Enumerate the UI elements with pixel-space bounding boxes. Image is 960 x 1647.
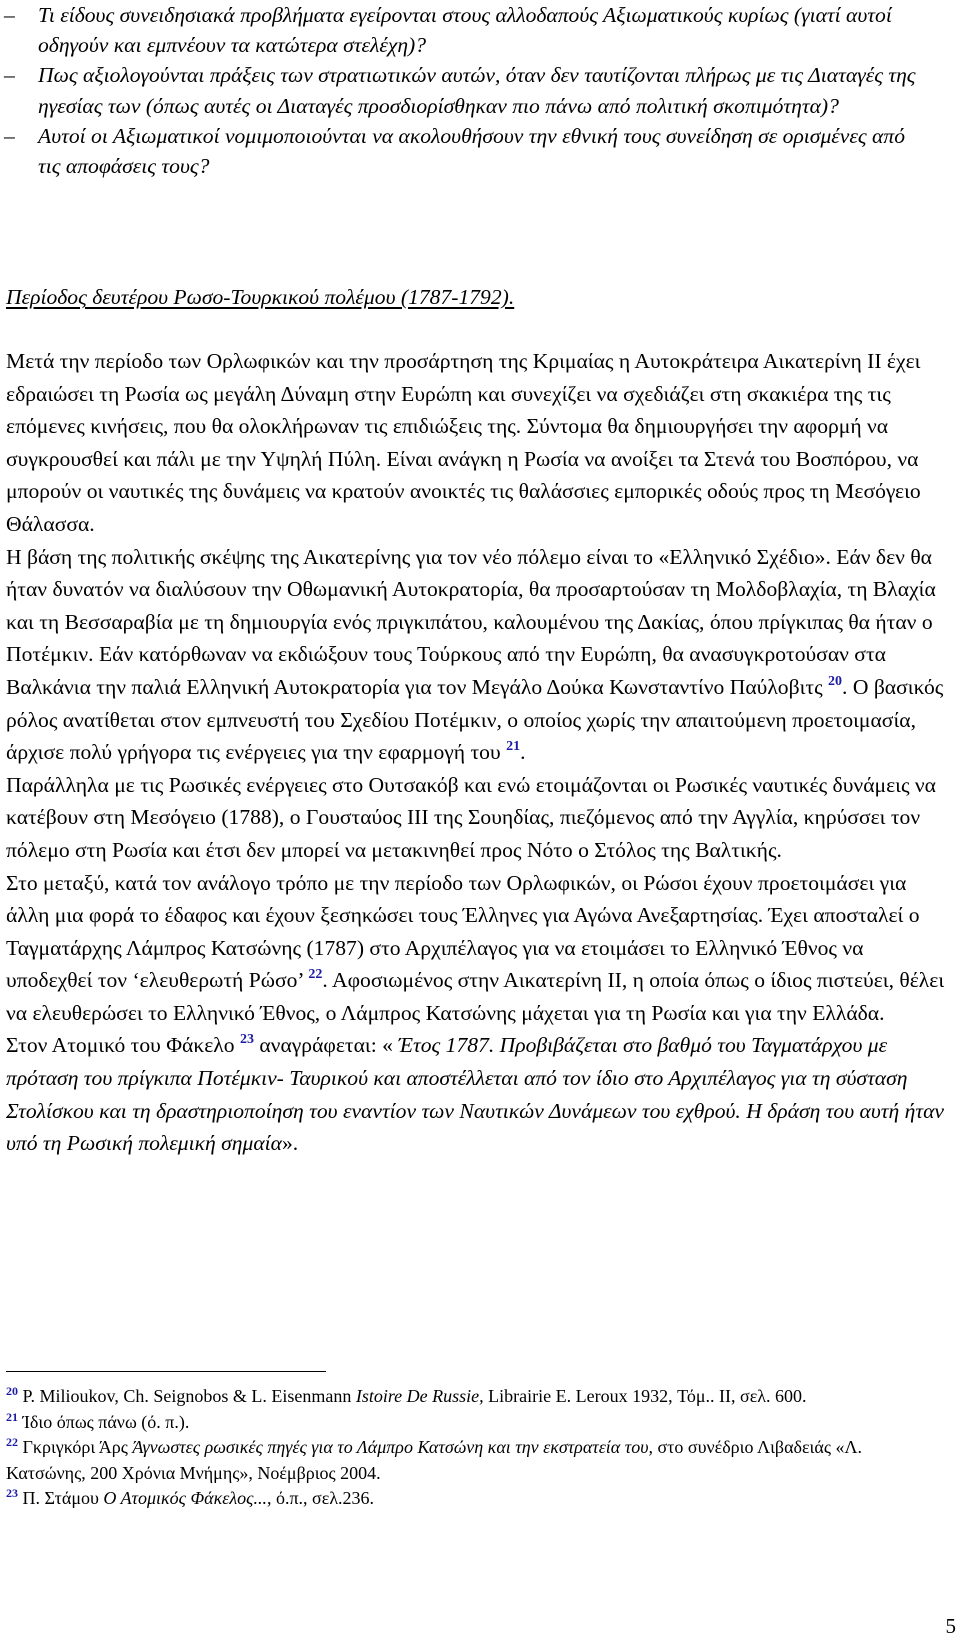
footnote (6, 1486, 946, 1512)
footnote-title: Άγνωστες ρωσικές πηγές για το Λάμπρο Κατσώνη και την εκστρατεία του, (132, 1437, 653, 1457)
footnote-reference[interactable]: 20 (828, 673, 843, 689)
question-text: Αυτοί οι Αξιωματικοί νομιμοποιούνται να ακολουθήσουν την εθνική τους συνείδηση σε ορισμένες από τις αποφάσεις τους? (38, 123, 906, 179)
question-text: Πως αξιολογούνται πράξεις των στρατιωτικών αυτών, όταν δεν ταυτίζονται πλήρως με τις Διαταγές της ηγεσίας των (όπως αυτές οι Διαταγές προσδιορίσθηκαν πιο πάνω από πολιτική σκοπιμότητα)? (38, 63, 916, 118)
paragraph: Παράλληλα με τις Ρωσικές ενέργειες στο Ουτσακόβ και ενώ ετοιμάζονται οι Ρωσικές ναυτικές δυνάμεις να κατέβουν στη Μεσόγειο (1788), ο Γουσταύος ΙΙΙ της Σουηδίας, πιεζόμενος από την Αγγλία, κηρύσσει τον πόλεμο στη Ρωσία και έτσι δεν μπορεί να μετακινηθεί προς Νότο ο Στόλος της Βαλτικής. (6, 772, 936, 862)
question-item (0, 0, 940, 60)
paragraph (6, 541, 946, 769)
footnote (6, 1384, 946, 1410)
footnote-reference[interactable]: 23 (239, 1032, 254, 1048)
section-heading: Περίοδος δευτέρου Ρωσο-Τουρκικού πολέμου (1787-1792). (6, 285, 515, 309)
paragraph-text: Η βάση της πολιτικής σκέψης της Αικατερίνης για τον νέο πόλεμο είναι το «Ελληνικό Σχέδιο». Εάν δεν θα ήταν δυνατόν να διαλύσουν την Οθωμανική Αυτοκρατορία, θα προσαρτούσαν τη Μολδοβλαχία, τη Βλαχία και τη Βεσσαραβία με τη δημιουργία ενός πριγκιπάτου, καλουμένου της Δακίας, όπου πρίγκιπας θα ήταν ο Ποτέμκιν. Εάν κατόρθωναν να εκδιώξουν τους Τούρκους από την Ευρώπη, θα ανασυγκροτούσαν στα Βαλκάνια την παλιά Ελληνική Αυτοκρατορία για τον Μεγάλο Δούκα Κωνσταντίνο Παύλοβιτς (6, 544, 936, 699)
footnote-reference[interactable]: 21 (506, 739, 521, 755)
paragraph-text: Στο μεταξύ, κατά τον ανάλογο τρόπο με την περίοδο των Ορλωφικών, οι Ρώσοι έχουν προετοιμάσει για άλλη μια φορά το έδαφος και έχουν ξεσηκώσει τους Έλληνες για Αγώνα Ανεξαρτησίας. Έχει αποσταλεί ο Ταγματάρχης Λάμπρος Κατσώνης (1787) στο Αρχιπέλαγος για να ετοιμάσει το Ελληνικό Έθνος να υποδεχθεί τον ‘ελευθερωτή Ρώσο’ (6, 870, 920, 993)
paragraph-text: ». (282, 1131, 299, 1156)
footnote (6, 1410, 946, 1436)
footnote-number: 23 (6, 1486, 18, 1500)
question-item (0, 121, 940, 181)
footnote-title: Ο Ατομικός Φάκελος... (103, 1488, 267, 1508)
footnote-text: Ίδιο όπως πάνω (ό. π.). (18, 1411, 190, 1432)
footnote-text: Γκριγκόρι Άρς (18, 1437, 133, 1457)
paragraph-text: Στον Ατομικό του Φάκελο (6, 1033, 240, 1058)
footnote-text: Π. Στάμου (18, 1488, 104, 1508)
paragraph-text: . Ο βασικός ρόλος ανατίθεται στον εμπνευστή του Σχεδίου Ποτέμκιν, ο οποίος χωρίς την απαιτούμενη προετοιμασία, άρχισε πολύ γρήγορα τις ενέργειες για την εφαρμογή του (6, 674, 944, 765)
question-item (0, 60, 940, 120)
bullet-dash: – (4, 123, 15, 148)
footnote-separator (6, 1371, 326, 1372)
quoted-record: Έτος 1787. Προβιβάζεται στο βαθμό του Ταγματάρχου με πρόταση του πρίγκιπα Ποτέμκιν- Ταυρικού και αποστέλλεται από τον ίδιο στο Αρχιπέλαγος για τη σύσταση Στολίσκου και τη δραστηριοποίηση του εναντίον των Ναυτικών Δυνάμεων του εχθρού. Η δράση του αυτή ήταν υπό τη Ρωσική πολεμική σημαία (6, 1033, 944, 1156)
body-text (6, 345, 946, 1160)
footnote-number: 22 (6, 1435, 18, 1449)
footnote-text: , ό.π., σελ.236. (266, 1488, 375, 1508)
footnote-number: 20 (6, 1384, 18, 1398)
footnote-reference[interactable]: 22 (308, 967, 323, 983)
footnote-text: P. Milioukov, Ch. Seignobos & L. Eisenmann (18, 1386, 356, 1406)
question-list (0, 0, 940, 181)
footnote-title: Istoire De Russie, (355, 1386, 484, 1406)
footnote-text: στο συνέδριο Λιβαδειάς «Λ. Κατσώνης, 200 Χρόνια Μνήμης», Νοέμβριος 2004. (6, 1437, 862, 1483)
paragraph (6, 867, 946, 1030)
footnotes (6, 1384, 946, 1512)
footnote-number: 21 (6, 1409, 18, 1424)
paragraph (6, 1029, 946, 1159)
paragraph: Μετά την περίοδο των Ορλωφικών και την προσάρτηση της Κριμαίας η Αυτοκράτειρα Αικατερίνη ΙΙ έχει εδραιώσει τη Ρωσία ως μεγάλη Δύναμη στην Ευρώπη και συνεχίζει να σχεδιάζει στη σκακιέρα της τις επόμενες κινήσεις, που θα ολοκλήρωναν τις επιδιώξεις της. Σύντομα θα δημιουργήσει την αφορμή να συγκρουσθεί και πάλι με την Υψηλή Πύλη. Είναι ανάγκη η Ρωσία να ανοίξει τα Στενά του Βοσπόρου, να μπορούν οι ναυτικές της δυνάμεις να κρατούν ανοικτές τις θαλάσσιες εμπορικές οδούς προς τη Μεσόγειο Θάλασσα. (6, 349, 921, 536)
bullet-dash: – (4, 63, 15, 88)
footnote-text: Librairie E. Leroux 1932, Τόμ.. ΙΙ, σελ. 600. (483, 1386, 807, 1406)
paragraph-text: . Αφοσιωμένος στην Αικατερίνη ΙΙ, η οποία όπως ο ίδιος πιστεύει, θέλει να ελευθερώσει το Ελληνικό Έθνος, ο Λάμπρος Κατσώνης μάχεται για τη Ρωσία και για την Ελλάδα. (6, 968, 945, 1025)
paragraph-text: αναγράφεται: « (253, 1033, 399, 1058)
question-text: Τι είδους συνειδησιακά προβλήματα εγείρονται στους αλλοδαπούς Αξιωματικούς κυρίως (γιατί αυτοί οδηγούν και εμπνέουν τα κατώτερα στελέχη)? (38, 3, 892, 58)
paragraph-text: . (520, 740, 526, 765)
footnote (6, 1435, 946, 1486)
page-number: 5 (945, 1614, 956, 1638)
bullet-dash: – (4, 3, 15, 27)
